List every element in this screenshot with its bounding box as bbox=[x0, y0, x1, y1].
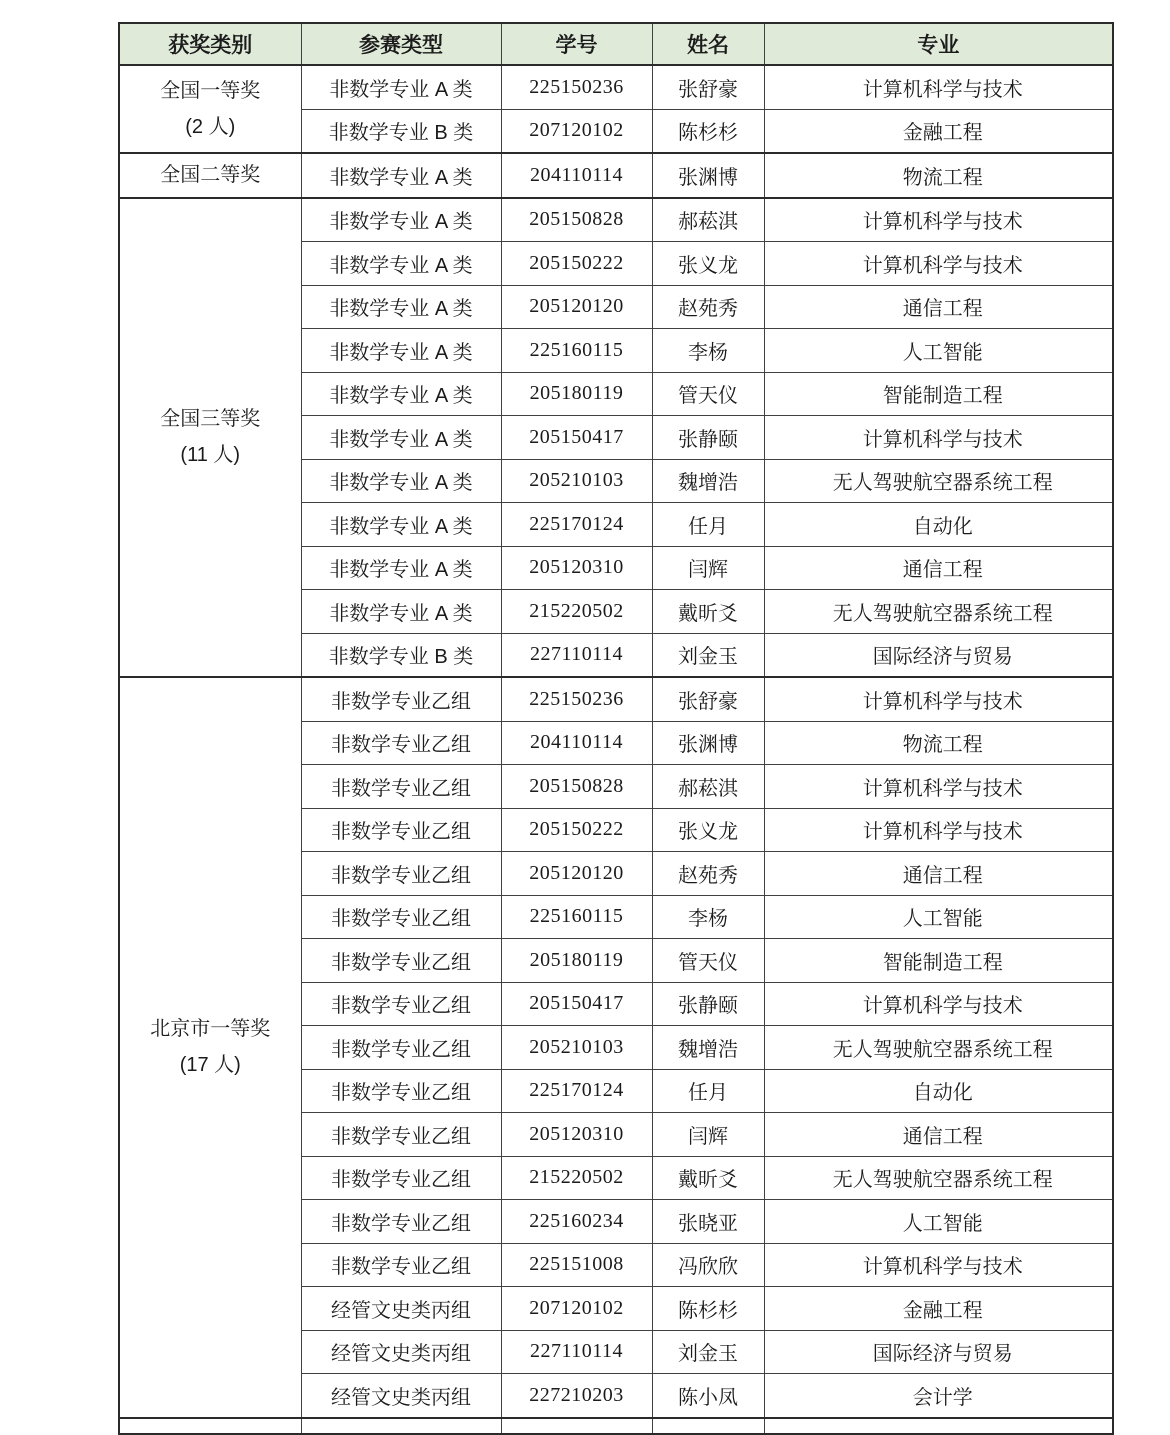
student-id-cell: 205150417 bbox=[501, 982, 652, 1026]
major-cell: 无人驾驶航空器系统工程 bbox=[764, 1026, 1113, 1070]
major-cell: 无人驾驶航空器系统工程 bbox=[764, 590, 1113, 634]
entry-type-cell: 非数学专业乙组 bbox=[301, 1026, 501, 1070]
student-name-cell: 戴昕爻 bbox=[652, 590, 764, 634]
entry-type-cell: 非数学专业 A 类 bbox=[301, 198, 501, 242]
entry-type-cell: 非数学专业 A 类 bbox=[301, 329, 501, 373]
partial-cell bbox=[119, 1418, 301, 1434]
student-name-cell: 闫辉 bbox=[652, 1113, 764, 1157]
partial-cell bbox=[652, 1418, 764, 1434]
student-id-cell: 205180119 bbox=[501, 939, 652, 983]
major-cell: 计算机科学与技术 bbox=[764, 765, 1113, 809]
major-cell: 金融工程 bbox=[764, 109, 1113, 153]
entry-type-cell: 非数学专业 A 类 bbox=[301, 153, 501, 198]
student-id-cell: 205150417 bbox=[501, 416, 652, 460]
major-cell: 金融工程 bbox=[764, 1287, 1113, 1331]
student-name-cell: 张舒豪 bbox=[652, 65, 764, 109]
student-name-cell: 陈杉杉 bbox=[652, 109, 764, 153]
student-name-cell: 管天仪 bbox=[652, 939, 764, 983]
student-id-cell: 227110114 bbox=[501, 1330, 652, 1374]
award-category-cell bbox=[119, 198, 301, 678]
award-category-line: 全国一等奖 bbox=[160, 80, 261, 102]
entry-type-cell: 非数学专业乙组 bbox=[301, 677, 501, 721]
column-header-major: 专业 bbox=[764, 23, 1113, 65]
entry-type-cell: 非数学专业乙组 bbox=[301, 1156, 501, 1200]
student-id-cell: 204110114 bbox=[501, 721, 652, 765]
entry-type-cell: 非数学专业 A 类 bbox=[301, 459, 501, 503]
major-cell: 计算机科学与技术 bbox=[764, 65, 1113, 109]
student-id-cell: 225170124 bbox=[501, 1069, 652, 1113]
entry-type-cell: 非数学专业乙组 bbox=[301, 982, 501, 1026]
student-id-cell: 225150236 bbox=[501, 677, 652, 721]
table-row bbox=[119, 677, 1113, 721]
entry-type-cell: 非数学专业乙组 bbox=[301, 852, 501, 896]
table-row bbox=[119, 198, 1113, 242]
student-id-cell: 205150222 bbox=[501, 808, 652, 852]
entry-type-cell: 非数学专业 A 类 bbox=[301, 285, 501, 329]
student-id-cell: 205120310 bbox=[501, 546, 652, 590]
partial-cell bbox=[501, 1418, 652, 1434]
entry-type-cell: 非数学专业 B 类 bbox=[301, 633, 501, 677]
student-name-cell: 冯欣欣 bbox=[652, 1243, 764, 1287]
entry-type-cell: 非数学专业乙组 bbox=[301, 765, 501, 809]
student-id-cell: 205210103 bbox=[501, 1026, 652, 1070]
student-id-cell: 205150828 bbox=[501, 198, 652, 242]
major-cell: 人工智能 bbox=[764, 895, 1113, 939]
student-name-cell: 魏增浩 bbox=[652, 459, 764, 503]
award-category-line: (17 人) bbox=[179, 1054, 241, 1077]
table-row bbox=[119, 153, 1113, 198]
student-name-cell: 张义龙 bbox=[652, 808, 764, 852]
student-id-cell: 205210103 bbox=[501, 459, 652, 503]
student-name-cell: 李杨 bbox=[652, 895, 764, 939]
entry-type-cell: 非数学专业乙组 bbox=[301, 721, 501, 765]
entry-type-cell: 非数学专业 A 类 bbox=[301, 416, 501, 460]
student-id-cell: 215220502 bbox=[501, 1156, 652, 1200]
header-row bbox=[119, 23, 1113, 65]
student-id-cell: 204110114 bbox=[501, 153, 652, 198]
major-cell: 通信工程 bbox=[764, 546, 1113, 590]
student-id-cell: 207120102 bbox=[501, 1287, 652, 1331]
major-cell: 通信工程 bbox=[764, 285, 1113, 329]
major-cell: 智能制造工程 bbox=[764, 372, 1113, 416]
entry-type-cell: 经管文史类丙组 bbox=[301, 1330, 501, 1374]
major-cell: 自动化 bbox=[764, 503, 1113, 547]
major-cell: 计算机科学与技术 bbox=[764, 808, 1113, 852]
major-cell: 通信工程 bbox=[764, 1113, 1113, 1157]
student-id-cell: 215220502 bbox=[501, 590, 652, 634]
award-results-table bbox=[118, 22, 1114, 1435]
student-name-cell: 赵苑秀 bbox=[652, 285, 764, 329]
major-cell: 国际经济与贸易 bbox=[764, 633, 1113, 677]
student-name-cell: 陈小凤 bbox=[652, 1374, 764, 1418]
major-cell: 物流工程 bbox=[764, 721, 1113, 765]
student-id-cell: 207120102 bbox=[501, 109, 652, 153]
entry-type-cell: 非数学专业 A 类 bbox=[301, 503, 501, 547]
column-header-award-category: 获奖类别 bbox=[119, 23, 301, 65]
student-name-cell: 李杨 bbox=[652, 329, 764, 373]
major-cell: 计算机科学与技术 bbox=[764, 677, 1113, 721]
student-id-cell: 225151008 bbox=[501, 1243, 652, 1287]
award-category-line: (11 人) bbox=[180, 444, 241, 467]
student-id-cell: 227110114 bbox=[501, 633, 652, 677]
entry-type-cell: 非数学专业乙组 bbox=[301, 895, 501, 939]
partial-cell bbox=[301, 1418, 501, 1434]
entry-type-cell: 非数学专业 A 类 bbox=[301, 590, 501, 634]
entry-type-cell: 非数学专业乙组 bbox=[301, 1113, 501, 1157]
major-cell: 国际经济与贸易 bbox=[764, 1330, 1113, 1374]
major-cell: 计算机科学与技术 bbox=[764, 982, 1113, 1026]
student-name-cell: 管天仪 bbox=[652, 372, 764, 416]
entry-type-cell: 非数学专业乙组 bbox=[301, 1069, 501, 1113]
entry-type-cell: 非数学专业乙组 bbox=[301, 1243, 501, 1287]
student-name-cell: 张静颐 bbox=[652, 416, 764, 460]
major-cell: 自动化 bbox=[764, 1069, 1113, 1113]
entry-type-cell: 非数学专业 A 类 bbox=[301, 242, 501, 286]
student-name-cell: 张晓亚 bbox=[652, 1200, 764, 1244]
student-name-cell: 张义龙 bbox=[652, 242, 764, 286]
entry-type-cell: 经管文史类丙组 bbox=[301, 1287, 501, 1331]
entry-type-cell: 非数学专业乙组 bbox=[301, 808, 501, 852]
major-cell: 通信工程 bbox=[764, 852, 1113, 896]
student-id-cell: 205150222 bbox=[501, 242, 652, 286]
column-header-name: 姓名 bbox=[652, 23, 764, 65]
entry-type-cell: 非数学专业 A 类 bbox=[301, 65, 501, 109]
student-name-cell: 刘金玉 bbox=[652, 1330, 764, 1374]
award-category-cell bbox=[119, 153, 301, 198]
entry-type-cell: 非数学专业乙组 bbox=[301, 939, 501, 983]
student-name-cell: 魏增浩 bbox=[652, 1026, 764, 1070]
student-id-cell: 225150236 bbox=[501, 65, 652, 109]
student-id-cell: 205180119 bbox=[501, 372, 652, 416]
student-id-cell: 225160234 bbox=[501, 1200, 652, 1244]
student-id-cell: 205120120 bbox=[501, 285, 652, 329]
student-name-cell: 任月 bbox=[652, 503, 764, 547]
student-name-cell: 刘金玉 bbox=[652, 633, 764, 677]
student-name-cell: 张舒豪 bbox=[652, 677, 764, 721]
entry-type-cell: 非数学专业 A 类 bbox=[301, 546, 501, 590]
major-cell: 计算机科学与技术 bbox=[764, 242, 1113, 286]
student-name-cell: 张渊博 bbox=[652, 153, 764, 198]
student-name-cell: 戴昕爻 bbox=[652, 1156, 764, 1200]
award-category-line: 北京市一等奖 bbox=[150, 1018, 271, 1041]
entry-type-cell: 非数学专业乙组 bbox=[301, 1200, 501, 1244]
table-row bbox=[119, 65, 1113, 109]
student-id-cell: 205120310 bbox=[501, 1113, 652, 1157]
major-cell: 物流工程 bbox=[764, 153, 1113, 198]
award-category-line: 全国二等奖 bbox=[160, 164, 261, 187]
student-id-cell: 205150828 bbox=[501, 765, 652, 809]
major-cell: 人工智能 bbox=[764, 1200, 1113, 1244]
student-name-cell: 郝菘淇 bbox=[652, 198, 764, 242]
column-header-student-id: 学号 bbox=[501, 23, 652, 65]
student-name-cell: 张渊博 bbox=[652, 721, 764, 765]
student-name-cell: 赵苑秀 bbox=[652, 852, 764, 896]
student-name-cell: 闫辉 bbox=[652, 546, 764, 590]
award-category-cell bbox=[119, 65, 301, 153]
major-cell: 人工智能 bbox=[764, 329, 1113, 373]
student-name-cell: 郝菘淇 bbox=[652, 765, 764, 809]
award-category-line: 全国三等奖 bbox=[160, 408, 261, 431]
major-cell: 计算机科学与技术 bbox=[764, 1243, 1113, 1287]
partial-cell bbox=[764, 1418, 1113, 1434]
major-cell: 无人驾驶航空器系统工程 bbox=[764, 1156, 1113, 1200]
entry-type-cell: 非数学专业 A 类 bbox=[301, 372, 501, 416]
table-header bbox=[119, 23, 1113, 65]
student-id-cell: 227210203 bbox=[501, 1374, 652, 1418]
student-id-cell: 225160115 bbox=[501, 895, 652, 939]
major-cell: 计算机科学与技术 bbox=[764, 198, 1113, 242]
major-cell: 计算机科学与技术 bbox=[764, 416, 1113, 460]
table-body bbox=[119, 65, 1113, 1434]
major-cell: 无人驾驶航空器系统工程 bbox=[764, 459, 1113, 503]
entry-type-cell: 非数学专业 B 类 bbox=[301, 109, 501, 153]
award-category-line: (2 人) bbox=[185, 116, 236, 138]
award-category-cell bbox=[119, 677, 301, 1418]
student-name-cell: 任月 bbox=[652, 1069, 764, 1113]
student-id-cell: 225170124 bbox=[501, 503, 652, 547]
major-cell: 会计学 bbox=[764, 1374, 1113, 1418]
major-cell: 智能制造工程 bbox=[764, 939, 1113, 983]
student-id-cell: 225160115 bbox=[501, 329, 652, 373]
entry-type-cell: 经管文史类丙组 bbox=[301, 1374, 501, 1418]
student-id-cell: 205120120 bbox=[501, 852, 652, 896]
student-name-cell: 张静颐 bbox=[652, 982, 764, 1026]
partial-row bbox=[119, 1418, 1113, 1434]
student-name-cell: 陈杉杉 bbox=[652, 1287, 764, 1331]
column-header-entry-type: 参赛类型 bbox=[301, 23, 501, 65]
